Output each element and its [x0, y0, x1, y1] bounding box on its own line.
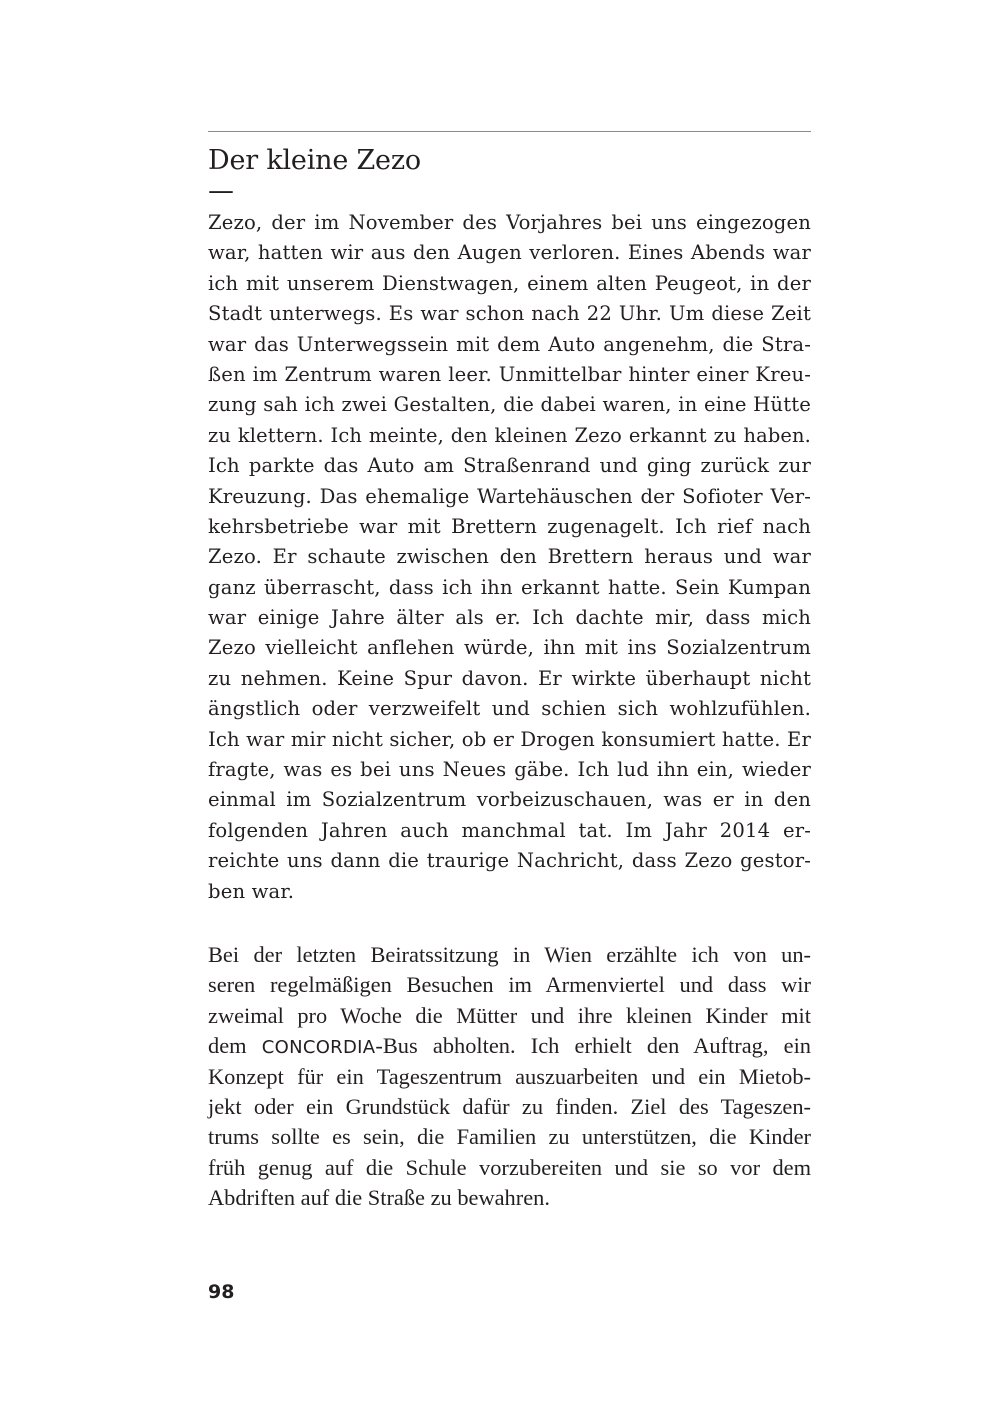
paragraph-line: folgenden Jahren auch manchmal tat. Im Jahr 2014 er- [208, 818, 811, 842]
paragraph-line: jekt oder ein Grundstück dafür zu finden. Ziel des Tageszen- [208, 1093, 811, 1119]
page-number: 98 [208, 1281, 235, 1303]
chapter-title-dash: — [208, 176, 234, 206]
paragraph-line-last: ben war. [208, 879, 295, 903]
line-text-after-brand: -Bus abholten. Ich erhielt den Auftrag, ein [375, 1033, 811, 1059]
paragraph-line: war einige Jahre älter als er. Ich dachte mir, dass mich [208, 606, 811, 630]
paragraph-line: zung sah ich zwei Gestalten, die dabei waren, in eine Hütte [208, 393, 811, 417]
paragraph-line: einmal im Sozialzentrum vorbeizuschauen, was er in den [208, 788, 811, 812]
chapter-title: Der kleine Zezo [208, 145, 421, 176]
paragraph-line: Zezo, der im November des Vorjahres bei uns eingezogen [208, 211, 811, 234]
paragraph-line: reichte uns dann die traurige Nachricht, dass Zezo gestor- [208, 849, 811, 873]
paragraph-line: ich mit unserem Dienstwagen, einem alten Peugeot, in der [208, 271, 811, 295]
paragraph-line: ängstlich oder verzweifelt und schien sich wohlzufühlen. [208, 697, 811, 721]
paragraph-line: trums sollte es sein, die Familien zu unterstützen, die Kinder [208, 1124, 811, 1150]
paragraph-line: war, hatten wir aus den Augen verloren. Eines Abends war [208, 241, 811, 265]
paragraph-line: Konzept für ein Tageszentrum auszuarbeiten und ein Mietob- [208, 1063, 811, 1089]
paragraph-second [208, 940, 811, 1214]
paragraph-line: kehrsbetriebe war mit Brettern zugenagelt. Ich rief nach [208, 514, 811, 538]
paragraph-first [208, 208, 811, 907]
paragraph-line: zu nehmen. Keine Spur davon. Er wirkte überhaupt nicht [208, 666, 811, 690]
paragraph-line-with-brand [208, 1031, 811, 1061]
paragraph-line: war das Unterwegssein mit dem Auto angenehm, die Stra- [208, 332, 811, 356]
paragraph-line: Kreuzung. Das ehemalige Wartehäuschen der Sofioter Ver- [208, 484, 811, 508]
line-text-before-brand: dem [208, 1033, 262, 1059]
paragraph-line: fragte, was es bei uns Neues gäbe. Ich lud ihn ein, wieder [208, 758, 811, 782]
paragraph-line: Ich war mir nicht sicher, ob er Drogen konsumiert hatte. Er [208, 727, 811, 751]
paragraph-line: Zezo. Er schaute zwischen den Brettern heraus und war [208, 545, 811, 569]
paragraph-line: zweimal pro Woche die Mütter und ihre kleinen Kinder mit [208, 1002, 811, 1028]
paragraph-line-last: Abdriften auf die Straße zu bewahren. [208, 1185, 550, 1211]
paragraph-line: Bei der letzten Beiratssitzung in Wien erzählte ich von un- [208, 942, 811, 967]
paragraph-line: Stadt unterwegs. Es war schon nach 22 Uhr. Um diese Zeit [208, 302, 811, 326]
paragraph-line: zu klettern. Ich meinte, den kleinen Zezo erkannt zu haben. [208, 423, 811, 447]
chapter-top-rule [208, 131, 811, 132]
paragraph-line: früh genug auf die Schule vorzubereiten und sie so vor dem [208, 1154, 811, 1180]
paragraph-line: ganz überrascht, dass ich ihn erkannt hatte. Sein Kumpan [208, 575, 811, 599]
paragraph-line: Ich parkte das Auto am Straßenrand und ging zurück zur [208, 454, 811, 478]
paragraph-line: ßen im Zentrum waren leer. Unmittelbar hinter einer Kreu- [208, 362, 811, 386]
paragraph-line: seren regelmäßigen Besuchen im Armenviertel und dass wir [208, 972, 811, 998]
brand-name-concordia: CONCORDIA [261, 1037, 376, 1059]
paragraph-line: Zezo vielleicht anflehen würde, ihn mit ins Sozialzentrum [208, 636, 811, 660]
